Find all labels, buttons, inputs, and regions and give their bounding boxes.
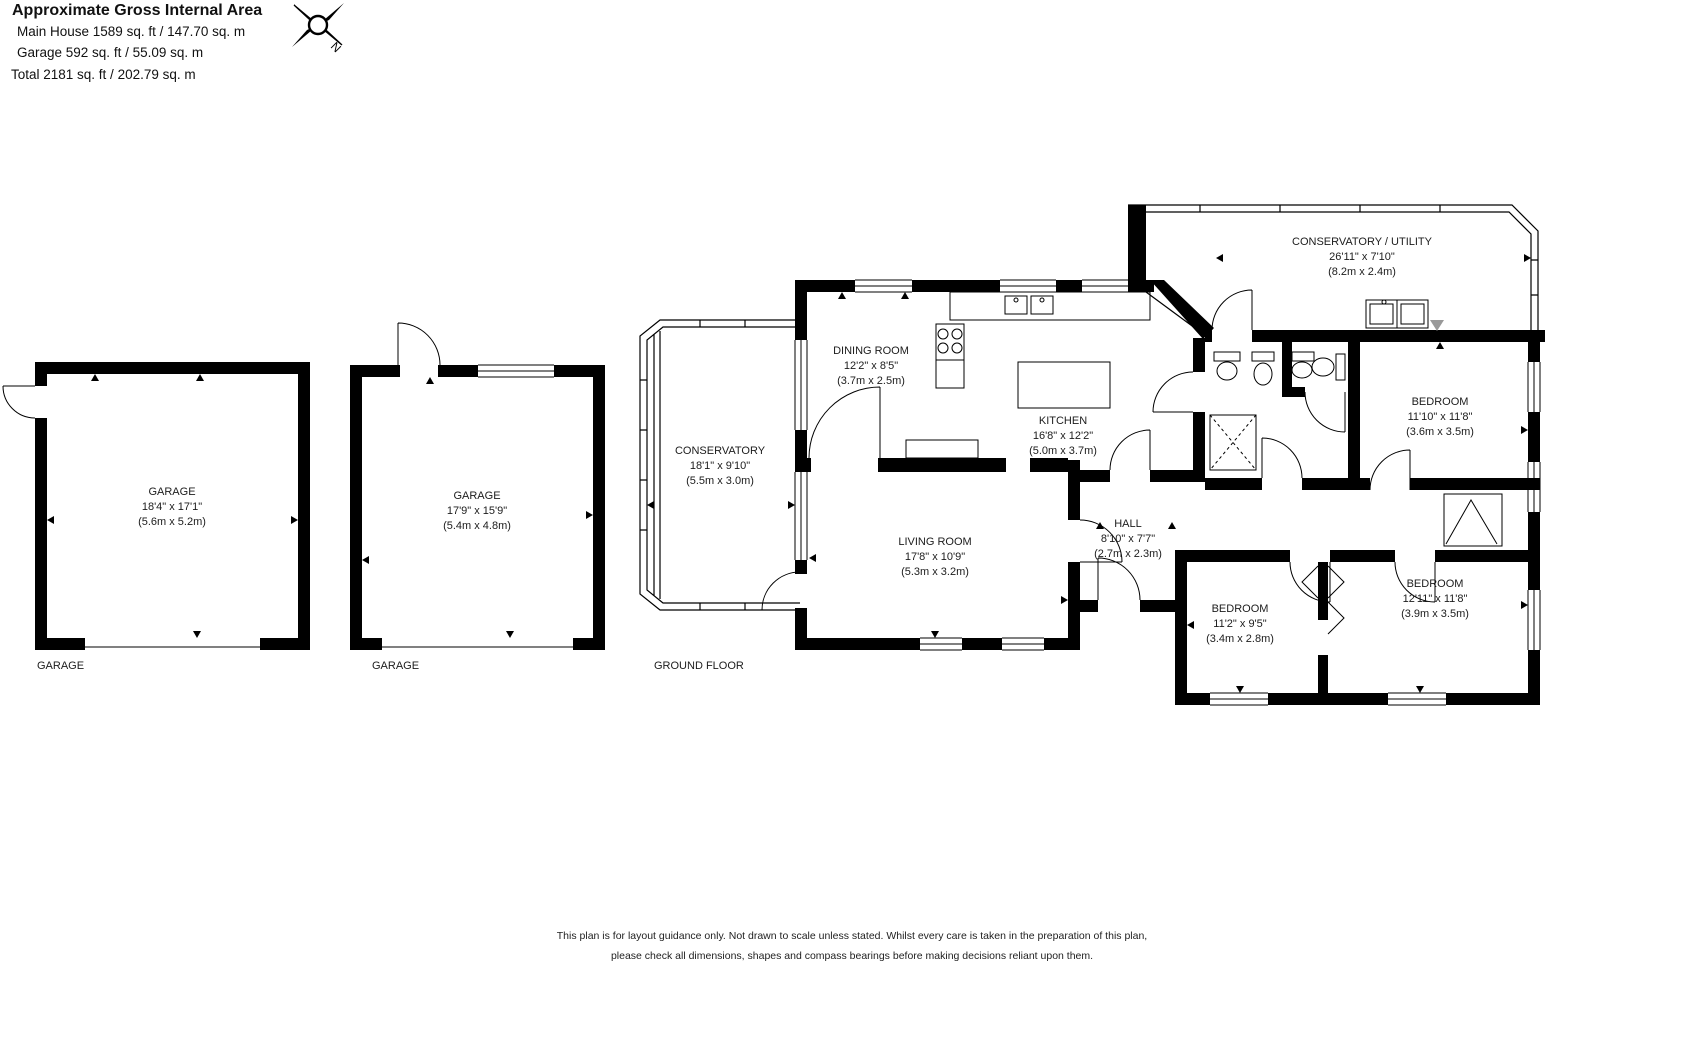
room-label-bedroom-3 [1401,577,1469,623]
utility-marker [1430,320,1444,331]
room-label-conservatory [675,444,765,490]
room-dim-metric: (3.6m x 3.5m) [1406,426,1474,439]
caption-garage-2: GARAGE [372,660,420,672]
basin-icon [1214,352,1240,380]
disclaimer-line-1: This plan is for layout guidance only. Not drawn to scale unless stated. Whilst every care is taken in the preparation of this plan, [556,930,1148,942]
room-name: CONSERVATORY [674,445,766,458]
room-dim-imperial: 18'1" x 9'10" [689,460,751,473]
room-dim-imperial: 18'4" x 17'1" [141,501,203,514]
compass-icon [292,3,344,55]
room-dim-metric: (3.7m x 2.5m) [837,375,905,388]
room-dim-imperial: 16'8" x 12'2" [1032,430,1094,443]
area-main-house: Main House 1589 sq. ft / 147.70 sq. m [17,24,246,39]
room-name: BEDROOM [1406,578,1464,591]
room-label-hall [1094,517,1162,563]
caption-garage-1: GARAGE [37,660,85,672]
room-dim-metric: (5.5m x 3.0m) [686,475,754,488]
page-title: Approximate Gross Internal Area [12,2,263,19]
room-name: CONSERVATORY / UTILITY [1292,236,1432,249]
room-name: GARAGE [148,486,196,499]
fireplace [906,440,978,458]
room-dim-metric: (2.7m x 2.3m) [1094,548,1162,561]
compass-north-label: N [327,39,344,56]
room-label-garage-2 [443,489,511,535]
basin-icon-2 [1292,352,1314,378]
room-dim-metric: (5.0m x 3.7m) [1029,445,1097,458]
caption-ground-floor: GROUND FLOOR [654,660,744,672]
room-dim-imperial: 17'8" x 10'9" [904,551,966,564]
room-name: KITCHEN [1038,415,1088,428]
toilet-icon-2 [1312,354,1345,380]
room-dim-imperial: 8'10" x 7'7" [1100,533,1156,546]
room-label-garage-1 [138,485,206,531]
room-label-bedroom-1 [1406,395,1474,441]
room-name: GARAGE [453,490,501,503]
kitchen-island [1018,362,1110,408]
room-dim-metric: (5.6m x 5.2m) [138,516,206,529]
room-dim-metric: (3.9m x 3.5m) [1401,608,1469,621]
room-dim-imperial: 12'11" x 11'8" [1402,593,1468,606]
room-name: BEDROOM [1211,603,1269,616]
disclaimer-line-2: please check all dimensions, shapes and compass bearings before making decisions reliant upon them. [610,950,1094,962]
area-total: Total 2181 sq. ft / 202.79 sq. m [11,67,196,82]
room-label-conservatory-utility [1292,235,1432,281]
toilet-icon [1252,352,1274,385]
room-dim-metric: (5.3m x 3.2m) [901,566,969,579]
room-dim-imperial: 11'10" x 11'8" [1407,411,1473,424]
room-label-dining-room [833,344,909,390]
room-dim-imperial: 17'9" x 15'9" [446,505,508,518]
shower-icon [1210,415,1256,470]
room-dim-metric: (3.4m x 2.8m) [1206,633,1274,646]
room-name: DINING ROOM [833,345,909,358]
windows-layer [478,280,1540,705]
room-dim-imperial: 26'11" x 7'10" [1329,251,1395,264]
room-dim-imperial: 12'2" x 8'5" [843,360,899,373]
kitchen-sink [1005,296,1027,314]
stove-icon [936,324,964,388]
room-dim-metric: (8.2m x 2.4m) [1328,266,1396,279]
area-garage: Garage 592 sq. ft / 55.09 sq. m [17,45,204,60]
room-name: BEDROOM [1411,396,1469,409]
room-label-kitchen [1029,414,1097,460]
room-label-living-room [898,535,971,581]
room-label-bedroom-2 [1206,602,1274,648]
room-dim-imperial: 11'2" x 9'5" [1213,618,1267,631]
utility-sink [1366,300,1428,328]
room-name: HALL [1114,518,1142,531]
room-name: LIVING ROOM [898,536,972,549]
room-dim-metric: (5.4m x 4.8m) [443,520,511,533]
